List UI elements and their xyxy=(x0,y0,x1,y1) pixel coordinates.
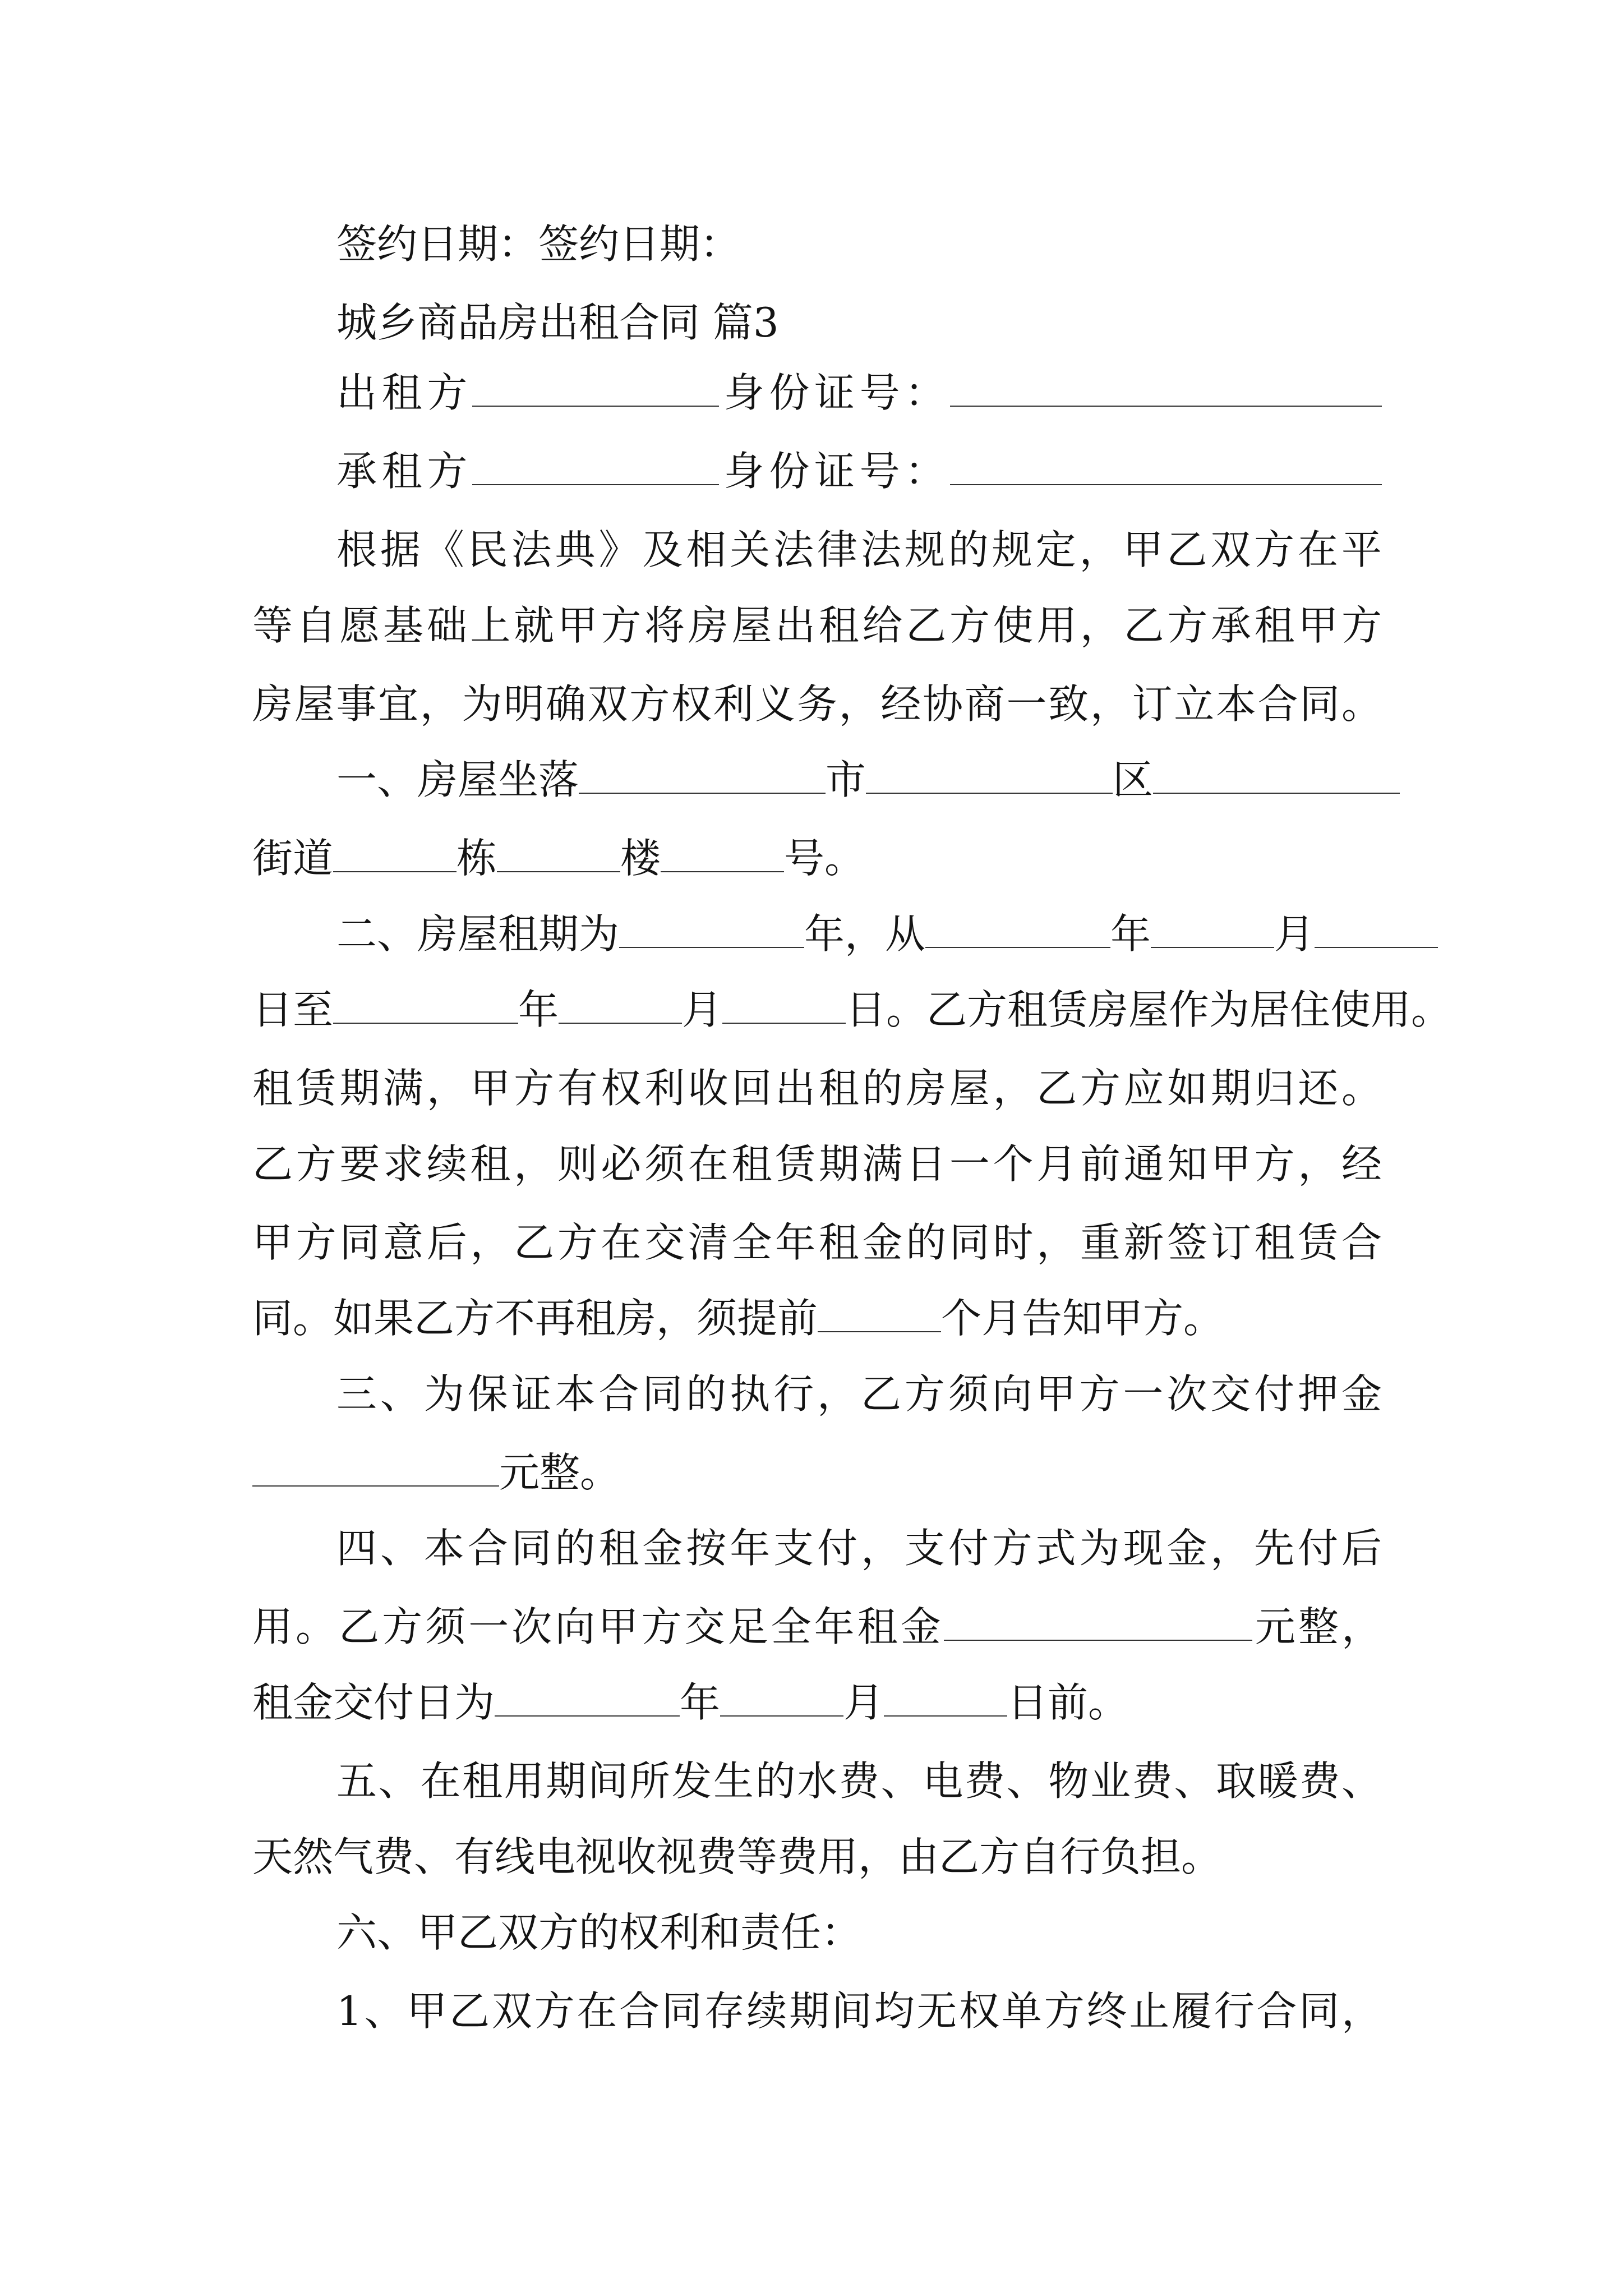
fill-in-blank xyxy=(252,1452,499,1487)
text-segment: 承租方 xyxy=(336,448,472,495)
fill-in-blank xyxy=(818,1297,941,1332)
text-line xyxy=(252,1355,1382,1433)
fill-in-blank xyxy=(619,913,804,948)
text-segment: 租赁期满，甲方有权利收回出租的房屋，乙方应如期归还。 xyxy=(252,1065,1382,1112)
text-segment: 乙方要求续租，则必须在租赁期满日一个月前通知甲方，经 xyxy=(252,1140,1382,1188)
fill-in-blank xyxy=(950,372,1382,407)
text-line xyxy=(252,1125,1382,1203)
text-segment: 同。如果乙方不再租房，须提前 xyxy=(252,1295,818,1342)
text-segment: 租金交付日为 xyxy=(252,1679,495,1726)
text-segment: 年，从 xyxy=(804,910,926,958)
fill-in-blank xyxy=(495,1682,680,1717)
text-segment: 年 xyxy=(680,1679,721,1726)
text-segment: 一、房屋坐落 xyxy=(336,756,579,803)
text-line xyxy=(252,1509,1382,1588)
fill-in-blank xyxy=(1153,759,1400,794)
text-line xyxy=(252,432,1382,510)
text-segment: 身份证号： xyxy=(719,369,950,416)
text-line xyxy=(252,353,1382,432)
text-segment: 甲方同意后，乙方在交清全年租金的同时，重新签订租赁合 xyxy=(252,1219,1382,1266)
fill-in-blank xyxy=(1151,913,1274,948)
text-line xyxy=(252,1818,1382,1896)
fill-in-blank xyxy=(950,450,1382,485)
fill-in-blank xyxy=(925,913,1110,948)
text-line xyxy=(252,1972,1382,2050)
text-line xyxy=(252,1742,1382,1820)
text-segment: 房屋事宜，为明确双方权利义务，经协商一致，订立本合同。 xyxy=(252,680,1382,728)
text-line xyxy=(252,665,1382,743)
fill-in-blank xyxy=(333,989,518,1024)
text-line xyxy=(252,895,1382,973)
text-segment: 签约日期：签约日期： xyxy=(336,220,741,268)
text-segment: 日至 xyxy=(252,986,334,1033)
text-line xyxy=(252,1588,1382,1666)
text-line xyxy=(252,510,1382,589)
text-segment: 等自愿基础上就甲方将房屋出租给乙方使用，乙方承租甲方 xyxy=(252,602,1382,649)
text-line xyxy=(252,586,1382,665)
text-segment: 用。乙方须一次向甲方交足全年租金 xyxy=(252,1603,944,1650)
text-line xyxy=(252,819,1382,898)
text-segment: 区 xyxy=(1113,756,1154,803)
text-segment: 元整。 xyxy=(499,1449,621,1496)
text-line xyxy=(252,970,1452,1049)
text-line xyxy=(252,740,1382,819)
text-segment: 楼 xyxy=(620,835,661,882)
text-line xyxy=(252,1203,1382,1282)
text-segment: 四、本合同的租金按年支付，支付方式为现金，先付后 xyxy=(336,1525,1382,1572)
text-segment: 五、在租用期间所发生的水费、电费、物业费、取暖费、 xyxy=(336,1757,1382,1805)
text-segment: 三、为保证本合同的执行，乙方须向甲方一次交付押金 xyxy=(336,1370,1382,1418)
text-segment: 城乡商品房出租合同 篇3 xyxy=(336,299,779,346)
text-segment: 六、甲乙双方的权利和责任： xyxy=(336,1909,862,1956)
fill-in-blank xyxy=(866,759,1113,794)
fill-in-blank xyxy=(579,759,826,794)
text-segment: 个月告知甲方。 xyxy=(941,1295,1224,1342)
text-segment: 月 xyxy=(682,986,723,1033)
fill-in-blank xyxy=(884,1682,1007,1717)
text-segment: 二、房屋租期为 xyxy=(336,910,620,958)
fill-in-blank xyxy=(720,1682,843,1717)
text-segment: 日前。 xyxy=(1007,1679,1129,1726)
text-line xyxy=(252,283,1382,362)
fill-in-blank xyxy=(333,838,457,872)
text-segment: 栋 xyxy=(457,835,497,882)
text-segment: 日。乙方租赁房屋作为居住使用。 xyxy=(846,986,1452,1033)
text-segment: 年 xyxy=(1110,910,1151,958)
text-segment: 元整， xyxy=(1252,1603,1382,1650)
fill-in-blank xyxy=(497,838,620,872)
text-line xyxy=(252,1279,1382,1358)
text-segment: 月 xyxy=(1274,910,1315,958)
fill-in-blank xyxy=(559,989,682,1024)
text-segment: 根据《民法典》及相关法律法规的规定，甲乙双方在平 xyxy=(336,526,1382,573)
text-segment: 1、甲乙双方在合同存续期间均无权单方终止履行合同， xyxy=(336,1987,1382,2035)
fill-in-blank xyxy=(661,838,784,872)
fill-in-blank xyxy=(944,1606,1252,1641)
fill-in-blank xyxy=(472,372,719,407)
text-segment: 身份证号： xyxy=(719,448,950,495)
text-line xyxy=(252,1893,1382,1972)
text-line xyxy=(252,205,1382,283)
text-segment: 街道 xyxy=(252,835,334,882)
fill-in-blank xyxy=(722,989,846,1024)
text-segment: 号。 xyxy=(784,835,865,882)
text-segment: 月 xyxy=(843,1679,884,1726)
text-line xyxy=(252,1433,1382,1512)
text-segment: 出租方 xyxy=(336,369,472,416)
text-line xyxy=(252,1049,1382,1128)
fill-in-blank xyxy=(1315,913,1438,948)
text-segment: 市 xyxy=(826,756,866,803)
fill-in-blank xyxy=(472,450,719,485)
text-line xyxy=(252,1663,1382,1742)
text-segment: 天然气费、有线电视收视费等费用，由乙方自行负担。 xyxy=(252,1833,1222,1880)
text-segment: 年 xyxy=(518,986,559,1033)
